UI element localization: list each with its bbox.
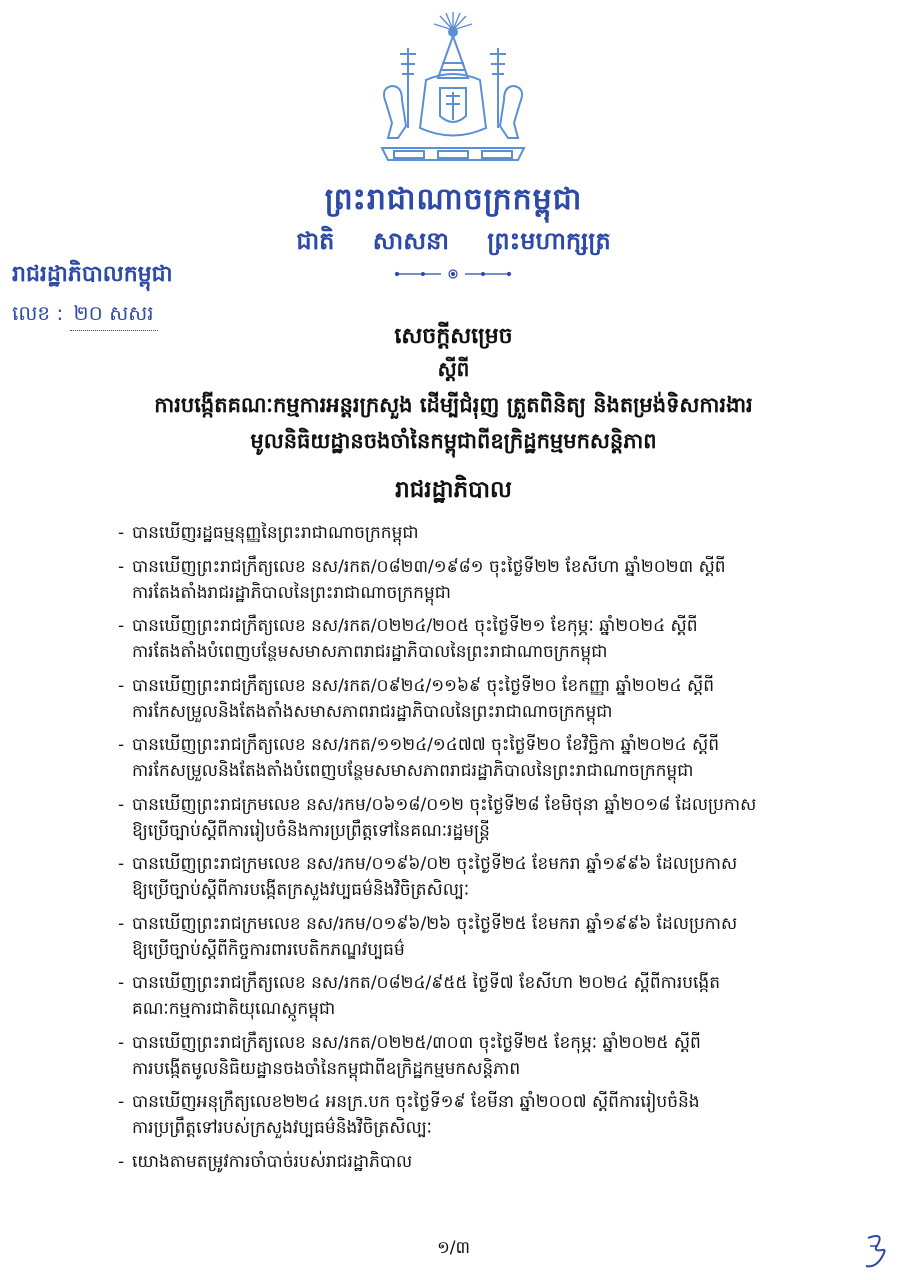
considerations-list [118, 520, 858, 1182]
item-text-continued: ការកែសម្រួលនិងតែងតាំងបំពេញបន្ថែមសមាសភាពរាជរដ្ឋាភិបាលនៃព្រះរាជាណាចក្រកម្ពុជា [132, 761, 694, 781]
item-text: បានឃើញព្រះរាជក្រមលេខ នស/រកម/០១៩៦/០២ ចុះថ្ងៃទី២៤ ខែមករា ឆ្នាំ១៩៩៦ ដែលប្រកាស [132, 854, 738, 874]
national-motto: ជាតិ សាសនា ព្រះមហាក្សត្រ [296, 227, 611, 255]
ornament-divider [393, 268, 513, 280]
list-item: - បានឃើញព្រះរាជក្រឹត្យលេខ នស/រកត/០៨២៤/៩៥៥ ថ្ងៃទី៧ ខែសីហា ២០២៤ ស្តីពីការបង្កើត គណៈកម្មការជាតិយុណេស្កូកម្ពុជា [118, 970, 858, 1022]
item-text: បានឃើញអនុក្រឹត្យលេខ២២៤ អនក្រ.បក ចុះថ្ងៃទី១៩ ខែមីនា ឆ្នាំ២០០៧ ស្តីពីការរៀបចំនិង [132, 1092, 700, 1112]
handwritten-initials-signature [858, 1230, 892, 1270]
issuer-name: រាជរដ្ឋាភិបាលកម្ពុជា [12, 262, 173, 287]
item-text: យោងតាមតម្រូវការចាំបាច់របស់រាជរដ្ឋាភិបាល [132, 1151, 413, 1172]
item-text-continued: ការតែងតាំងរាជរដ្ឋាភិបាលនៃព្រះរាជាណាចក្រកម្ពុជា [132, 582, 451, 603]
list-item: - បានឃើញព្រះរាជក្រឹត្យលេខ នស/រកត/០២២៥/៣០៣ ចុះថ្ងៃទី២៥ ខែកុម្ភៈ ឆ្នាំ២០២៥ ស្តីពី ការបង្កើតមូលនិធិយដ្ឋានចងចាំនៃកម្ពុជាពីឧក្រិដ្ឋកម្មមកសន្តិភាព [118, 1030, 858, 1082]
item-text-continued: ការប្រព្រឹត្តទៅរបស់ក្រសួងវប្បធម៌និងវិចិត្រសិល្បៈ [132, 1118, 432, 1138]
item-text-continued: គណៈកម្មការជាតិយុណេស្កូកម្ពុជា [132, 999, 336, 1019]
list-item: - បានឃើញព្រះរាជក្រឹត្យលេខ នស/រកត/០៩២៤/១១៦៩ ចុះថ្ងៃទី២០ ខែកញ្ញា ឆ្នាំ២០២៤ ស្តីពី ការកែសម្រួលនិងតែងតាំងសមាសភាពរាជរដ្ឋាភិបាលនៃព្រះរាជាណាចក្រកម្ពុជា [118, 673, 858, 725]
item-text: បានឃើញព្រះរាជក្រឹត្យលេខ នស/រកត/០២២៥/៣០៣ ចុះថ្ងៃទី២៥ ខែកុម្ភៈ ឆ្នាំ២០២៥ ស្តីពី [132, 1032, 701, 1053]
royal-coat-of-arms-emblem [368, 8, 538, 180]
list-item: - បានឃើញព្រះរាជក្រមលេខ នស/រកម/០១៩៦/០២ ចុះថ្ងៃទី២៤ ខែមករា ឆ្នាំ១៩៩៦ ដែលប្រកាស ឱ្យប្រើច្បាប់ស្តីពីការបង្កើតក្រសួងវប្បធម៌និងវិចិត្រសិល្បៈ [118, 851, 858, 903]
item-text: បានឃើញព្រះរាជក្រមលេខ នស/រកម/០១៩៦/២៦ ចុះថ្ងៃទី២៥ ខែមករា ឆ្នាំ១៩៩៦ ដែលប្រកាស [132, 913, 738, 934]
item-text: បានឃើញព្រះរាជក្រឹត្យលេខ នស/រកត/០៨២៤/៩៥៥ ថ្ងៃទី៧ ខែសីហា ២០២៤ ស្តីពីការបង្កើត [132, 973, 720, 993]
kingdom-title: ព្រះរាជាណាចក្រកម្ពុជា [324, 182, 583, 217]
item-text-continued: ឱ្យប្រើច្បាប់ស្តីពីការបង្កើតក្រសួងវប្បធម៌និងវិចិត្រសិល្បៈ [132, 880, 470, 900]
reference-label: លេខ : [12, 301, 64, 325]
item-text: បានឃើញរដ្ឋធម្មនុញ្ញនៃព្រះរាជាណាចក្រកម្ពុជា [132, 523, 419, 543]
list-item: - បានឃើញព្រះរាជក្រមលេខ នស/រកម/០១៩៦/២៦ ចុះថ្ងៃទី២៥ ខែមករា ឆ្នាំ១៩៩៦ ដែលប្រកាស ឱ្យប្រើច្បាប់ស្តីពីកិច្ចការពារបេតិកភណ្ឌវប្បធម៌ [118, 911, 858, 963]
item-text: បានឃើញព្រះរាជក្រឹត្យលេខ នស/រកត/០២២៤/២០៥ ចុះថ្ងៃទី២១ ខែកុម្ភៈ ឆ្នាំ២០២៤ ស្តីពី [132, 616, 698, 636]
item-text: បានឃើញព្រះរាជក្រឹត្យលេខ នស/រកត/០៩២៤/១១៦៩ ចុះថ្ងៃទី២០ ខែកញ្ញា ឆ្នាំ២០២៤ ស្តីពី [132, 675, 715, 696]
item-text-continued: ការកែសម្រួលនិងតែងតាំងសមាសភាពរាជរដ្ឋាភិបាលនៃព្រះរាជាណាចក្រកម្ពុជា [132, 701, 613, 722]
list-item: - បានឃើញព្រះរាជក្រឹត្យលេខ នស/រកត/១១២៤/១៤៧៧ ចុះថ្ងៃទី២០ ខែវិច្ឆិកា ឆ្នាំ២០២៤ ស្តីពី ការកែសម្រួលនិងតែងតាំងបំពេញបន្ថែមសមាសភាពរាជរដ្ឋាភិបាលនៃព្រះរាជាណាចក្រកម្ពុជា [118, 732, 858, 784]
about-heading: ស្តីពី [437, 357, 470, 381]
item-text: បានឃើញព្រះរាជក្រឹត្យលេខ នស/រកត/០៨២៣/១៩៨១ ចុះថ្ងៃទី២២ ខែសីហា ឆ្នាំ២០២៣ ស្តីពី [132, 556, 726, 577]
list-item: - បានឃើញព្រះរាជក្រមលេខ នស/រកម/០៦១៨/០១២ ចុះថ្ងៃទី២៨ ខែមិថុនា ឆ្នាំ២០១៨ ដែលប្រកាស ឱ្យប្រើច្បាប់ស្តីពីការរៀបចំនិងការប្រព្រឹត្តទៅនៃគណៈរដ្ឋមន្ត្រី [118, 792, 858, 844]
item-text-continued: ឱ្យប្រើច្បាប់ស្តីពីការរៀបចំនិងការប្រព្រឹត្តទៅនៃគណៈរដ្ឋមន្ត្រី [132, 820, 490, 841]
list-item: - បានឃើញអនុក្រឹត្យលេខ២២៤ អនក្រ.បក ចុះថ្ងៃទី១៩ ខែមីនា ឆ្នាំ២០០៧ ស្តីពីការរៀបចំនិង ការប្រព្រឹត្តទៅរបស់ក្រសួងវប្បធម៌និងវិចិត្រសិល្បៈ [118, 1089, 858, 1141]
item-text: បានឃើញព្រះរាជក្រឹត្យលេខ នស/រកត/១១២៤/១៤៧៧ ចុះថ្ងៃទី២០ ខែវិច្ឆិកា ឆ្នាំ២០២៤ ស្តីពី [132, 735, 719, 755]
page-number: ១/៣ [436, 1238, 471, 1258]
list-item: - បានឃើញព្រះរាជក្រឹត្យលេខ នស/រកត/០២២៤/២០៥ ចុះថ្ងៃទី២១ ខែកុម្ភៈ ឆ្នាំ២០២៤ ស្តីពី ការតែងតាំងបំពេញបន្ថែមសមាសភាពរាជរដ្ឋាភិបាលនៃព្រះរាជាណាចក្រកម្ពុជា [118, 613, 858, 665]
list-item: - យោងតាមតម្រូវការចាំបាច់របស់រាជរដ្ឋាភិបាល [118, 1151, 413, 1172]
subject-line-1: ការបង្កើតគណៈកម្មការអន្តរក្រសួង ដើម្បីជំរុញ ត្រួតពិនិត្យ និងតម្រង់ទិសការងារ [154, 393, 753, 417]
item-text: បានឃើញព្រះរាជក្រមលេខ នស/រកម/០៦១៨/០១២ ចុះថ្ងៃទី២៨ ខែមិថុនា ឆ្នាំ២០១៨ ដែលប្រកាស [132, 794, 757, 815]
item-text-continued: ការបង្កើតមូលនិធិយដ្ឋានចងចាំនៃកម្ពុជាពីឧក្រិដ្ឋកម្មមកសន្តិភាព [132, 1058, 521, 1079]
document-type-heading: សេចក្តីសម្រេច [394, 324, 513, 349]
subject-line-2: មូលនិធិយដ្ឋានចងចាំនៃកម្ពុជាពីឧក្រិដ្ឋកម្មមកសន្តិភាព [250, 429, 657, 453]
list-item: - បានឃើញព្រះរាជក្រឹត្យលេខ នស/រកត/០៨២៣/១៩៨១ ចុះថ្ងៃទី២២ ខែសីហា ឆ្នាំ២០២៣ ស្តីពី ការតែងតាំងរាជរដ្ឋាភិបាលនៃព្រះរាជាណាចក្រកម្ពុជា [118, 554, 858, 606]
item-text-continued: ការតែងតាំងបំពេញបន្ថែមសមាសភាពរាជរដ្ឋាភិបាលនៃព្រះរាជាណាចក្រកម្ពុជា [132, 642, 608, 662]
item-text-continued: ឱ្យប្រើច្បាប់ស្តីពីកិច្ចការពារបេតិកភណ្ឌវប្បធម៌ [132, 939, 405, 960]
reference-value: ២០ សសរ [70, 300, 158, 331]
authority-heading: រាជរដ្ឋាភិបាល [395, 477, 512, 503]
list-item: - បានឃើញរដ្ឋធម្មនុញ្ញនៃព្រះរាជាណាចក្រកម្ពុជា [118, 523, 419, 543]
